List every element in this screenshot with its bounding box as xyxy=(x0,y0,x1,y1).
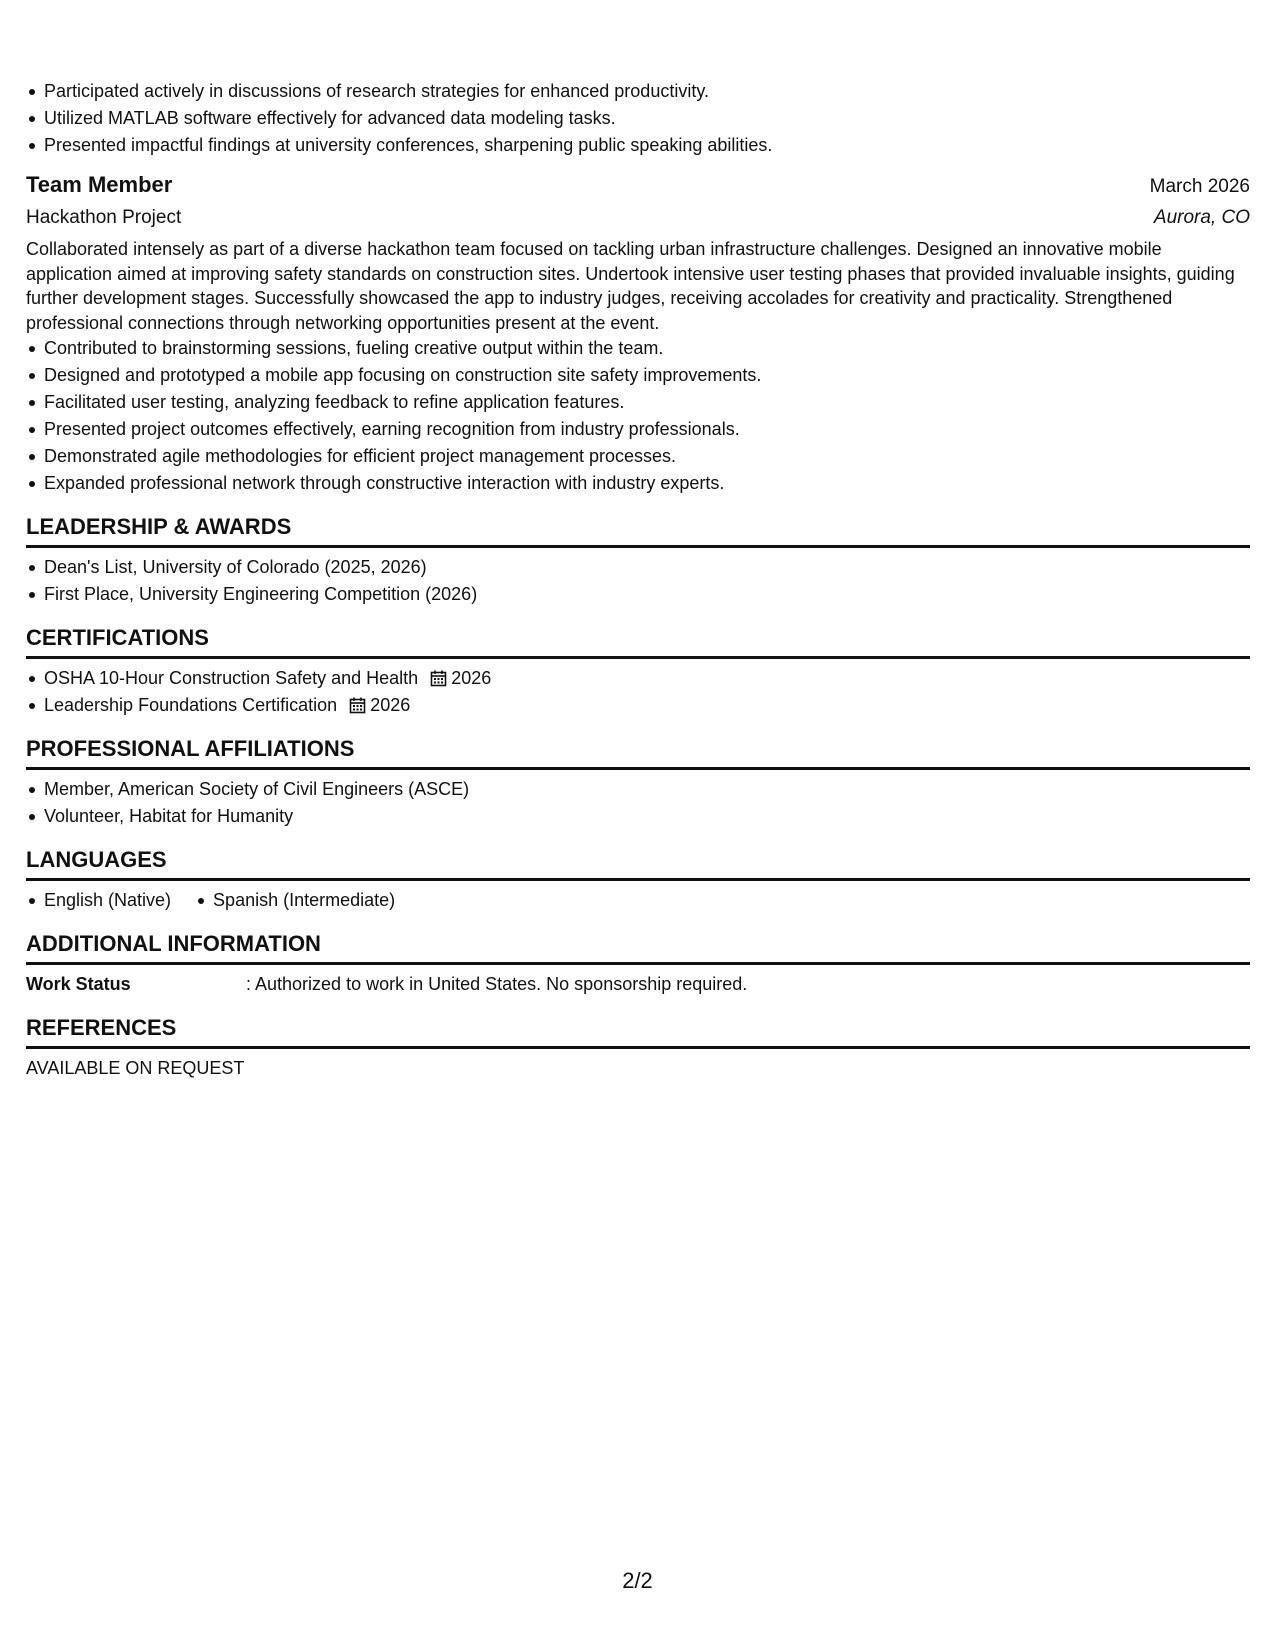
list-item: Participated actively in discussions of research strategies for enhanced productivity. xyxy=(26,78,1250,105)
list-item: Facilitated user testing, analyzing feedback to refine application features. xyxy=(26,389,1250,416)
section-title-leadership: LEADERSHIP & AWARDS xyxy=(26,513,1250,548)
work-status-row xyxy=(26,971,1250,998)
certification-year: 2026 xyxy=(370,695,411,715)
list-item: Spanish (Intermediate) xyxy=(195,887,395,914)
list-item: Demonstrated agile methodologies for efficient project management processes. xyxy=(26,443,1250,470)
work-status-value: : Authorized to work in United States. No sponsorship required. xyxy=(246,974,748,994)
job-bullets xyxy=(26,335,1250,497)
leadership-list xyxy=(26,554,1250,608)
affiliations-list xyxy=(26,776,1250,830)
certification-year: 2026 xyxy=(451,668,492,688)
list-item: Dean's List, University of Colorado (2025, 2026) xyxy=(26,554,1250,581)
job-subheader xyxy=(26,203,1250,233)
list-item: Member, American Society of Civil Engineers (ASCE) xyxy=(26,776,1250,803)
list-item: Utilized MATLAB software effectively for advanced data modeling tasks. xyxy=(26,105,1250,132)
research-bullets xyxy=(26,78,1250,159)
job-organization: Hackathon Project xyxy=(26,207,182,228)
certification-item xyxy=(26,692,1250,719)
job-description: Collaborated intensely as part of a diverse hackathon team focused on tackling urban infrastructure challenges. Designed an innovative mobile application aimed at improving safety standards on construction sites. Undertook intensive user testing phases that provided invaluable insights, guiding further development stages. Successfully showcased the app to industry judges, receiving accolades for creativity and practicality. Strengthened professional connections through networking opportunities present at the event. xyxy=(26,239,1235,333)
list-item: Volunteer, Habitat for Humanity xyxy=(26,803,1250,830)
certification-item xyxy=(26,665,1250,692)
certification-name: OSHA 10-Hour Construction Safety and Health xyxy=(44,668,419,688)
job-location: Aurora, CO xyxy=(1153,207,1250,228)
section-title-affiliations: PROFESSIONAL AFFILIATIONS xyxy=(26,735,1250,770)
list-item: Contributed to brainstorming sessions, fueling creative output within the team. xyxy=(26,335,1250,362)
calendar-icon xyxy=(430,670,447,687)
certification-name: Leadership Foundations Certification xyxy=(44,695,338,715)
section-title-additional-information: ADDITIONAL INFORMATION xyxy=(26,930,1250,965)
list-item: First Place, University Engineering Competition (2026) xyxy=(26,581,1250,608)
section-title-references: REFERENCES xyxy=(26,1014,1250,1049)
languages-list xyxy=(26,887,1250,914)
list-item: English (Native) xyxy=(26,887,171,914)
page-number: 2/2 xyxy=(622,1568,653,1593)
references-text: AVAILABLE ON REQUEST xyxy=(26,1058,245,1078)
section-title-certifications: CERTIFICATIONS xyxy=(26,624,1250,659)
list-item: Presented impactful findings at university conferences, sharpening public speaking abilities. xyxy=(26,132,1250,159)
job-title: Team Member xyxy=(26,172,173,197)
list-item: Designed and prototyped a mobile app focusing on construction site safety improvements. xyxy=(26,362,1250,389)
resume-content xyxy=(26,78,1250,1082)
job-header xyxy=(26,169,1250,203)
list-item: Expanded professional network through constructive interaction with industry experts. xyxy=(26,470,1250,497)
calendar-icon xyxy=(349,697,366,714)
certifications-list xyxy=(26,665,1250,719)
work-status-label: Work Status xyxy=(26,974,131,994)
job-date: March 2026 xyxy=(1149,176,1250,197)
section-title-languages: LANGUAGES xyxy=(26,846,1250,881)
list-item: Presented project outcomes effectively, earning recognition from industry professionals. xyxy=(26,416,1250,443)
